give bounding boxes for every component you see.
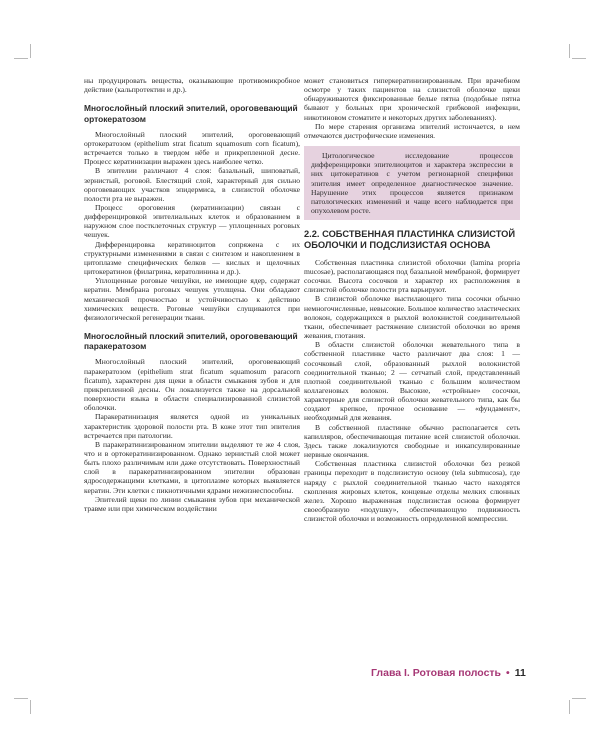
paragraph: В собственной пластинке обычно располагается сеть капилляров, обеспечивающая питание всей слизистой оболочки. Здесь также локализуются свободные и инкапсулированные нервные окончания.	[304, 422, 520, 460]
highlight-note-box	[304, 146, 520, 220]
left-column	[84, 76, 300, 513]
paragraph: Дифференцировка кератиноцитов сопряжена с их структурными изменениями в связи с синтезом и накоплением в цитоплазме специфических белков — кислых и щелочных цитокератинов (филагрина, кератолинина и др.).	[84, 239, 300, 277]
separator-dot: •	[506, 667, 510, 679]
section-heading-lamina-propria: 2.2. СОБСТВЕННАЯ ПЛАСТИНКА СЛИЗИСТОЙ ОБОЛОЧКИ И ПОДСЛИЗИСТАЯ ОСНОВА	[304, 229, 516, 251]
right-column	[304, 76, 520, 523]
paragraph: Процесс ороговения (кератинизации) связан с дифференцировкой эпителиальных клеток и образованием в наружном слое постклеточных структур — уплощенных роговых чешуек.	[84, 202, 300, 240]
crop-mark-top-left	[14, 58, 28, 59]
paragraph: В эпителии различают 4 слоя: базальный, шиповатый, зернистый, роговой. Блестящий слой, характерный для сильно ороговевающих участков эпидермиса, в слизистой оболочке полости рта не выражен.	[84, 166, 300, 203]
crop-mark-bottom-left	[30, 700, 31, 714]
paragraph: Паракератинизация является одной из уникальных характеристик здоровой полости рта. В коже этот тип эпителия встречается при патологии.	[84, 412, 300, 440]
highlight-note-text: Цитологическое исследование процессов дифференцировки эпителиоцитов и характера экспрессии в них цитокератинов с учетом регионарной специфики эпителия имеет определенное диагностическое значение. Нарушение этих процессов является признаком патологических изменений и чаще всего наблюдается при опухолевом росте.	[311, 151, 513, 216]
crop-mark-bottom-left	[14, 698, 28, 699]
crop-mark-top-left	[30, 44, 31, 58]
page-number: 11	[514, 667, 526, 679]
paragraph: Собственная пластинка слизистой оболочки без резкой границы переходит в подслизистую основу (tela submucosa), где наряду с рыхлой соединительной тканью часто находятся скопления жировых клеток, концевые отделы мелких слюнных желез. Хорошо выраженная подслизистая основа формирует своеобразную «подушку», обеспечивающую подвижность слизистой оболочки и возможность определенной компрессии.	[304, 459, 520, 524]
running-footer	[371, 667, 526, 679]
crop-mark-bottom-right	[572, 698, 586, 699]
crop-mark-top-right	[569, 44, 570, 58]
crop-mark-bottom-right	[569, 700, 570, 714]
paragraph: Эпителий щеки по линии смыкания зубов при механической травме или при химическом воздействии	[84, 494, 300, 513]
chapter-title: Глава I. Ротовая полость	[371, 667, 502, 679]
heading-orthokeratosis: Многослойный плоский эпителий, ороговевающий ортокератозом	[84, 103, 298, 124]
paragraph: может становиться гиперкератинизированным. При врачебном осмотре у таких пациентов на слизистой оболочке щеки обнаруживаются фиксированные белые пятна (подобные пятна бывают у больных при хронической грибковой инфекции, никотиновом стоматите и некоторых других заболеваниях).	[304, 76, 520, 122]
crop-mark-top-right	[572, 58, 586, 59]
paragraph: В области слизистой оболочки жевательного типа в собственной пластинке часто различают два слоя: 1 — сосочковый слой, образованный рыхлой волокнистой соединительной тканью; 2 — сетчатый слой, представленный плотной соединительной тканью с большим количеством коллагеновых волокон. Высокие, «стройные» сосочки, характерные для слизистой оболочки жевательного типа, как бы создают крепкое, прочное основание — «фундамент», необходимый для жевания.	[304, 340, 520, 423]
paragraph: Собственная пластинка слизистой оболочки (lamina propria mucosae), располагающаяся под базальной мембраной, формирует сосочки. Высота сосочков и характер их расположения в слизистой оболочке полости рта варьируют.	[304, 257, 520, 295]
paragraph: В слизистой оболочке выстилающего типа сосочки обычно немногочисленные, невысокие. Большое количество эластических волокон, содержащихся в рыхлой волокнистой соединительной ткани, обеспечивает растяжение слизистой оболочки во время жевания, глотания.	[304, 294, 520, 341]
heading-parakeratosis: Многослойный плоский эпителий, ороговевающий паракератозом	[84, 331, 298, 352]
paragraph: Уплощенные роговые чешуйки, не имеющие ядер, содержат кератин. Мембрана роговых чешуек утолщена. Они обладают механической прочностью и устойчивостью к действию химических веществ. Роговые чешуйки слущиваются при физиологической регенерации ткани.	[84, 276, 300, 322]
paragraph: По мере старения организма эпителий истончается, в нем отмечаются дистрофические изменения.	[304, 121, 520, 140]
intro-paragraph: ны продуцировать вещества, оказывающие противомикробное действие (кальпротектин и др.).	[84, 76, 300, 95]
paragraph: В паракератинизированном эпителии выделяют те же 4 слоя, что и в ортокератинизированном. Однако зернистый слой может быть плохо различимым или даже отсутствовать. Поверхностный слой в паракератинизированном эпителии образован ядросодержащими клетками, в цитоплазме которых выявляется кератин. Эти клетки с пикнотичными ядрами нежизнеспособны.	[84, 439, 300, 495]
paragraph: Многослойный плоский эпителий, ороговевающий паракератозом (epithelium strat ficatum squamosum paracorn ficatum), характерен для щеки в области смыкания зубов и для прикрепленной десны. Он локализуется также на дорсальной поверхности языка в области специализированной слизистой оболочки.	[84, 357, 300, 413]
paragraph: Многослойный плоский эпителий, ороговевающий ортокератозом (epithelium strat ficatum squamosum corn ficatum), встречается только в твердом нёбе и прикрепленной десне. Процесс кератинизации выражен здесь наиболее четко.	[84, 129, 300, 167]
